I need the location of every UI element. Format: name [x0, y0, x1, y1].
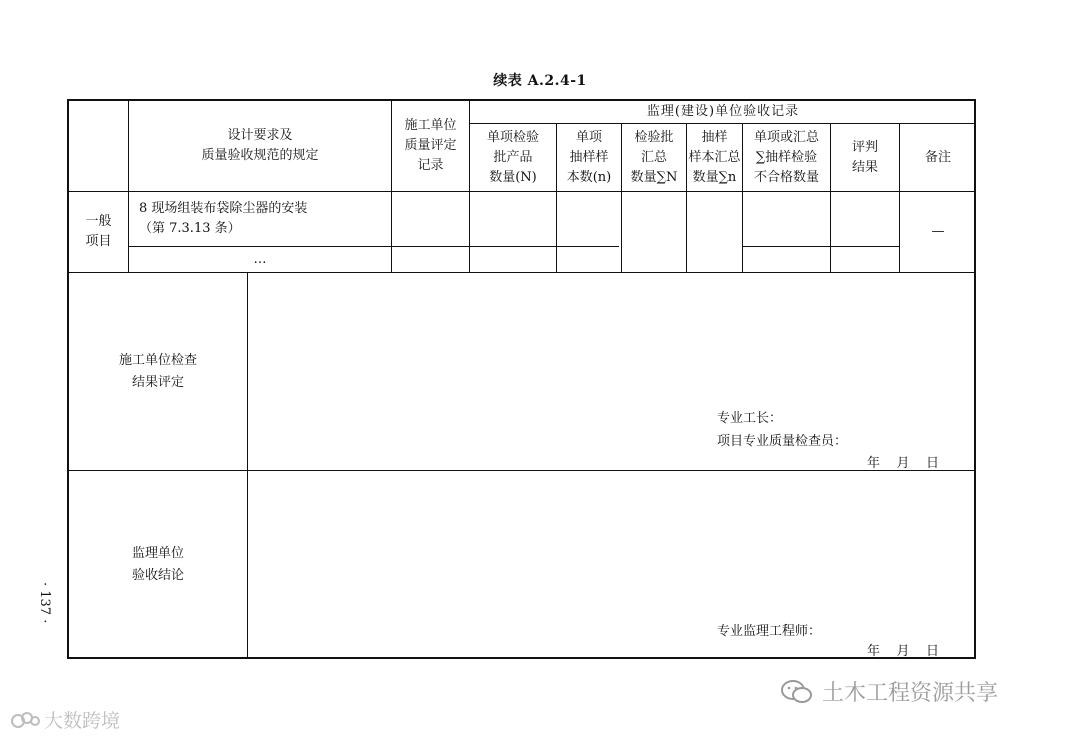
- contractor-check-label: 施工单位检查 结果评定: [118, 352, 197, 390]
- date-line: 年 月 日: [867, 456, 940, 471]
- watermark-right-text: 土木工程资源共享: [822, 681, 999, 706]
- column-header: 单项或汇总 ∑抽样检验 不合格数量: [753, 129, 819, 185]
- ellipsis-row: …: [253, 251, 267, 267]
- table-title: 续表 A.2.4-1: [493, 73, 587, 89]
- page-number: · 137 ·: [37, 582, 52, 624]
- column-header: 备注: [924, 149, 951, 165]
- general-items-label: 一般 项目: [85, 214, 112, 249]
- watermark-right: [780, 676, 998, 707]
- watermark-left: [10, 706, 120, 733]
- watermark-left-text: 大数跨境: [44, 710, 121, 732]
- supervising-engineer-signature-label: 专业监理工程师：: [717, 624, 822, 639]
- brand-logo-icon: [10, 709, 40, 731]
- column-header: 单项检验 批产品 数量(N): [486, 129, 539, 185]
- design-requirements-header: 设计要求及 质量验收规范的规定: [201, 128, 319, 163]
- wechat-icon: [780, 679, 814, 705]
- acceptance-table: [67, 99, 976, 659]
- column-header: 抽样 样本汇总 数量∑n: [688, 129, 741, 185]
- column-header: 评判 结果: [851, 139, 878, 175]
- supervisor-conclusion-label: 监理单位 验收结论: [131, 546, 184, 583]
- contractor-record-header: 施工单位 质量评定 记录: [404, 118, 457, 173]
- item-description: 8 现场组装布袋除尘器的安装 （第 7.3.13 条）: [139, 201, 308, 236]
- remark-dash: —: [931, 224, 945, 239]
- column-header: 单项 抽样样 本数(n): [566, 129, 612, 185]
- date-line: 年 月 日: [867, 644, 940, 659]
- column-header: 检验批 汇总 数量∑N: [630, 129, 678, 185]
- supervision-group-header: 监理(建设)单位验收记录: [646, 104, 800, 119]
- grid-line: [742, 246, 899, 247]
- quality-inspector-signature-label: 项目专业质量检查员：: [717, 434, 848, 449]
- grid-line: [247, 272, 248, 659]
- foreman-signature-label: 专业工长：: [717, 411, 783, 426]
